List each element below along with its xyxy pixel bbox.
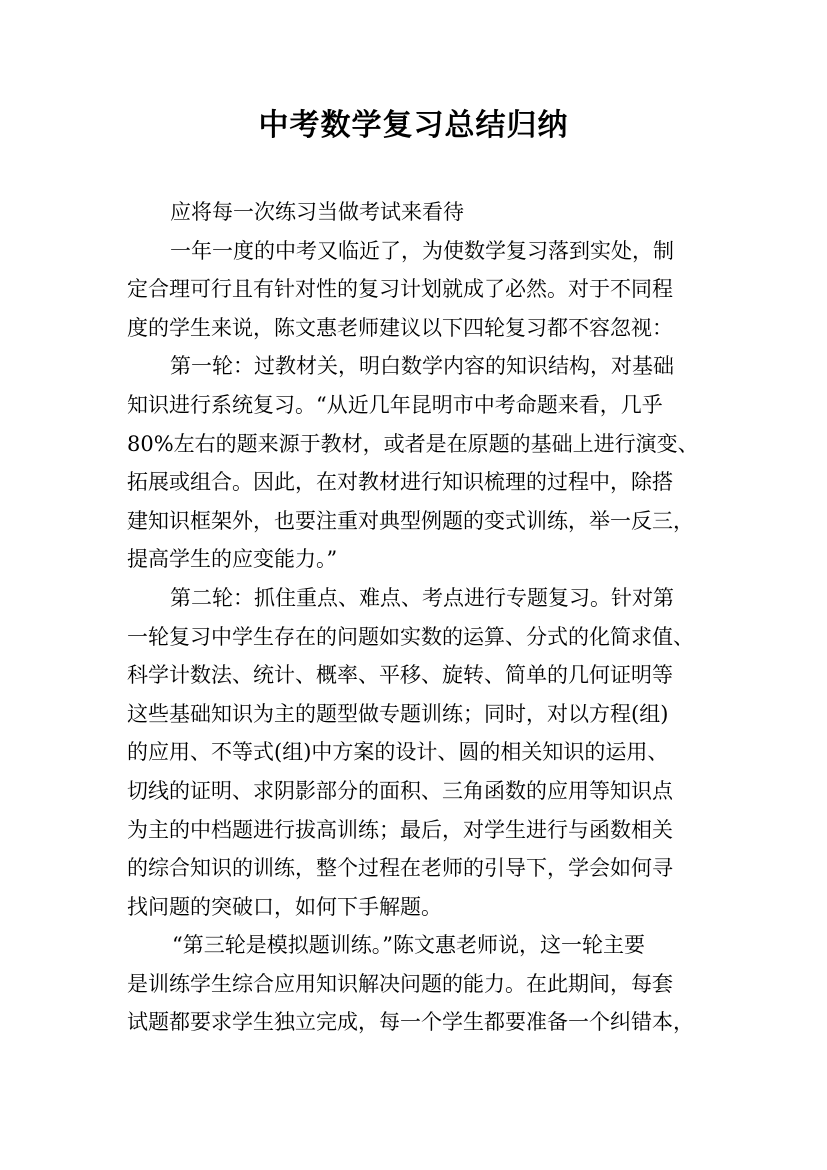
text-line: 切线的证明、求阴影部分的面积、三角函数的应用等知识点 <box>127 778 673 803</box>
text-line: 的综合知识的训练，整个过程在老师的引导下，学会如何寻 <box>127 856 673 881</box>
document-title: 中考数学复习总结归纳 <box>258 108 569 143</box>
text-line: 的应用、不等式(组)中方案的设计、圆的相关知识的运用、 <box>127 740 669 765</box>
text-line: 这些基础知识为主的题型做专题训练；同时，对以方程(组) <box>127 701 669 726</box>
text-line: 第一轮：过教材关，明白数学内容的知识结构，对基础 <box>170 354 674 379</box>
text-line: 一年一度的中考又临近了，为使数学复习落到实处，制 <box>170 238 674 263</box>
text-line: 拓展或组合。因此，在对教材进行知识梳理的过程中，除搭 <box>127 470 673 495</box>
text-line: 找问题的突破口，如何下手解题。 <box>127 894 442 919</box>
text-line: 80%左右的题来源于教材，或者是在原题的基础上进行演变、 <box>127 431 699 456</box>
text-line: 科学计数法、统计、概率、平移、旋转、简单的几何证明等 <box>127 663 673 688</box>
text-line: 是训练学生综合应用知识解决问题的能力。在此期间，每套 <box>127 971 673 996</box>
text-line: 知识进行系统复习。“从近几年昆明市中考命题来看，几乎 <box>127 392 663 417</box>
text-line: 度的学生来说，陈文惠老师建议以下四轮复习都不容忽视： <box>127 315 673 340</box>
document-body <box>127 193 702 1042</box>
text-line: 一轮复习中学生存在的问题如实数的运算、分式的化简求值、 <box>127 624 694 649</box>
text-line: 应将每一次练习当做考试来看待 <box>170 200 464 224</box>
text-line: 试题都要求学生独立完成，每一个学生都要准备一个纠错本， <box>127 1010 694 1035</box>
text-line: “第三轮是模拟题训练。”陈文惠老师说，这一轮主要 <box>172 933 645 958</box>
text-line: 定合理可行且有针对性的复习计划就成了必然。对于不同程 <box>127 277 673 302</box>
text-line: 为主的中档题进行拔高训练；最后，对学生进行与函数相关 <box>127 817 673 842</box>
text-line: 提高学生的应变能力。” <box>127 547 338 572</box>
text-line: 第二轮：抓住重点、难点、考点进行专题复习。针对第 <box>170 585 674 610</box>
text-line: 建知识框架外，也要注重对典型例题的变式训练，举一反三， <box>127 508 694 533</box>
